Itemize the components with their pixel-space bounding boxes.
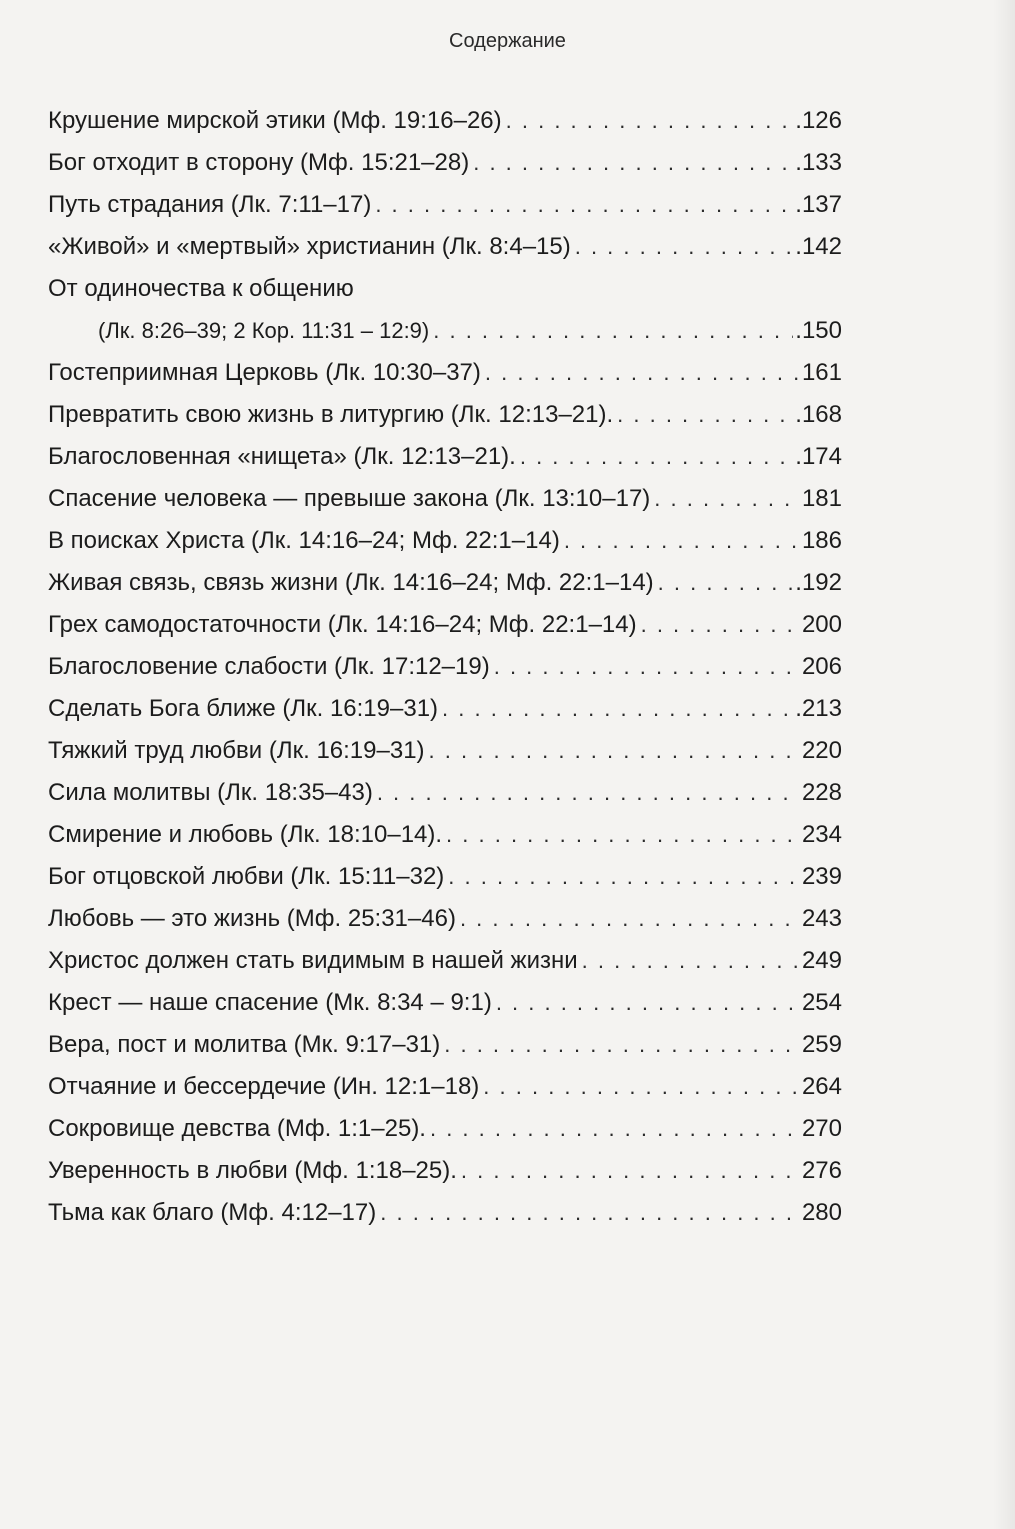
toc-dot-leader [494, 646, 800, 688]
toc-entry-page: .142 [795, 233, 842, 260]
toc-dot-leader [448, 856, 800, 898]
toc-entry-page: 259 [801, 1031, 842, 1058]
toc-entry-title: Живая связь, связь жизни (Лк. 14:16–24; Мф. 22:1–14) [48, 569, 654, 596]
toc-entry [48, 478, 842, 520]
table-of-contents [48, 100, 842, 1234]
toc-entry [48, 1024, 842, 1066]
toc-entry [48, 856, 842, 898]
toc-entry-title: Любовь — это жизнь (Мф. 25:31–46) [48, 905, 456, 932]
toc-dot-leader [654, 478, 800, 520]
toc-entry-page: .133 [795, 149, 842, 176]
toc-entry-page: 206 [801, 653, 842, 680]
toc-dot-leader [442, 688, 793, 730]
toc-entry [48, 100, 842, 142]
page-edge [993, 0, 1015, 1529]
toc-entry [48, 352, 842, 394]
toc-dot-leader [444, 1024, 800, 1066]
toc-entry-page: 220 [801, 737, 842, 764]
toc-entry [48, 688, 842, 730]
toc-entry-title: Сделать Бога ближе (Лк. 16:19–31) [48, 695, 439, 722]
toc-entry-subtitle: (Лк. 8:26–39; 2 Кор. 11:31 – 12:9) [98, 318, 430, 343]
toc-entry [48, 940, 842, 982]
toc-entry-title: Крест — наше спасение (Мк. 8:34 – 9:1) [48, 989, 492, 1016]
toc-entry [48, 184, 842, 226]
toc-dot-leader [461, 1150, 800, 1192]
toc-dot-leader [430, 1108, 800, 1150]
toc-entry-title: Спасение человека — превыше закона (Лк. 13:10–17) [48, 485, 651, 512]
toc-entry-title: Отчаяние и бессердечие (Ин. 12:1–18) [48, 1073, 480, 1100]
toc-entry-title: Грех самодостаточности (Лк. 14:16–24; Мф. 22:1–14) [48, 611, 637, 638]
toc-entry [48, 646, 842, 688]
toc-entry [48, 142, 842, 184]
toc-entry-title: Тьма как благо (Мф. 4:12–17) [48, 1199, 377, 1226]
toc-entry-page: 264 [801, 1073, 842, 1100]
toc-entry-title: Смирение и любовь (Лк. 18:10–14). [48, 821, 443, 848]
toc-dot-leader [380, 1192, 800, 1234]
toc-entry-page: 280 [801, 1199, 842, 1226]
toc-entry [48, 772, 842, 814]
toc-entry-title: Благословенная «нищета» (Лк. 12:13–21). [48, 443, 516, 470]
toc-entry-title: От одиночества к общению [48, 275, 354, 302]
toc-dot-leader [617, 394, 793, 436]
toc-entry-page: .137 [795, 191, 842, 218]
toc-entry-title: Превратить свою жизнь в литургию (Лк. 12:13–21). [48, 401, 614, 428]
toc-dot-leader [506, 100, 794, 142]
toc-entry [48, 226, 842, 268]
toc-entry-page: 276 [801, 1157, 842, 1184]
toc-entry-title: Гостеприимная Церковь (Лк. 10:30–37) [48, 359, 481, 386]
toc-entry-page: 161 [801, 359, 842, 386]
toc-entry-page: .168 [795, 401, 842, 428]
toc-entry-title: Сила молитвы (Лк. 18:35–43) [48, 779, 373, 806]
toc-entry [48, 730, 842, 772]
toc-entry-page: .174 [795, 443, 842, 470]
toc-entry-page: 249 [801, 947, 842, 974]
toc-dot-leader [485, 352, 800, 394]
toc-entry [48, 562, 842, 604]
toc-dot-leader [429, 730, 800, 772]
toc-entry-page: .150 [795, 317, 842, 344]
toc-entry-title: Сокровище девства (Мф. 1:1–25). [48, 1115, 426, 1142]
toc-entry-page: 234 [801, 821, 842, 848]
toc-entry-title: Благословение слабости (Лк. 17:12–19) [48, 653, 490, 680]
toc-dot-leader [433, 310, 793, 352]
toc-dot-leader [375, 184, 793, 226]
toc-entry-title: Вера, пост и молитва (Мк. 9:17–31) [48, 1031, 441, 1058]
toc-dot-leader [496, 982, 800, 1024]
toc-entry-title: В поисках Христа (Лк. 14:16–24; Мф. 22:1–14) [48, 527, 560, 554]
toc-dot-leader [582, 940, 800, 982]
toc-entry [48, 436, 842, 478]
toc-entry-page: 239 [801, 863, 842, 890]
toc-entry-page: .126 [795, 107, 842, 134]
toc-dot-leader [575, 226, 794, 268]
toc-entry-title: Христос должен стать видимым в нашей жизни [48, 947, 578, 974]
toc-entry-title: Бог отходит в сторону (Мф. 15:21–28) [48, 149, 470, 176]
page-header: Содержание [449, 30, 566, 52]
toc-entry-title: Уверенность в любви (Мф. 1:18–25). [48, 1157, 457, 1184]
toc-entry-page: .213 [795, 695, 842, 722]
toc-entry-title: «Живой» и «мертвый» христианин (Лк. 8:4–15) [48, 233, 571, 260]
toc-entry-page: 200 [801, 611, 842, 638]
toc-entry-page: 181 [801, 485, 842, 512]
toc-dot-leader [641, 604, 800, 646]
toc-dot-leader [460, 898, 800, 940]
toc-entry-page: 254 [801, 989, 842, 1016]
toc-entry [48, 814, 842, 856]
toc-entry-title: Бог отцовской любви (Лк. 15:11–32) [48, 863, 445, 890]
toc-entry-title: Путь страдания (Лк. 7:11–17) [48, 191, 372, 218]
toc-entry [48, 898, 842, 940]
toc-dot-leader [377, 772, 800, 814]
toc-entry [48, 1108, 842, 1150]
toc-entry-page: 228 [801, 779, 842, 806]
toc-entry-page: .192 [795, 569, 842, 596]
toc-entry [48, 268, 842, 352]
toc-entry [48, 520, 842, 562]
toc-entry-page: 243 [801, 905, 842, 932]
toc-dot-leader [446, 814, 800, 856]
toc-entry-page: 270 [801, 1115, 842, 1142]
toc-entry [48, 1192, 842, 1234]
toc-dot-leader [564, 520, 800, 562]
toc-entry [48, 604, 842, 646]
toc-dot-leader [483, 1066, 800, 1108]
toc-dot-leader [658, 562, 794, 604]
toc-dot-leader [520, 436, 793, 478]
toc-entry [48, 1066, 842, 1108]
toc-entry-title: Тяжкий труд любви (Лк. 16:19–31) [48, 737, 425, 764]
toc-entry [48, 394, 842, 436]
toc-entry-page: 186 [801, 527, 842, 554]
toc-entry-title: Крушение мирской этики (Мф. 19:16–26) [48, 107, 502, 134]
toc-entry [48, 982, 842, 1024]
toc-dot-leader [473, 142, 793, 184]
toc-entry [48, 1150, 842, 1192]
